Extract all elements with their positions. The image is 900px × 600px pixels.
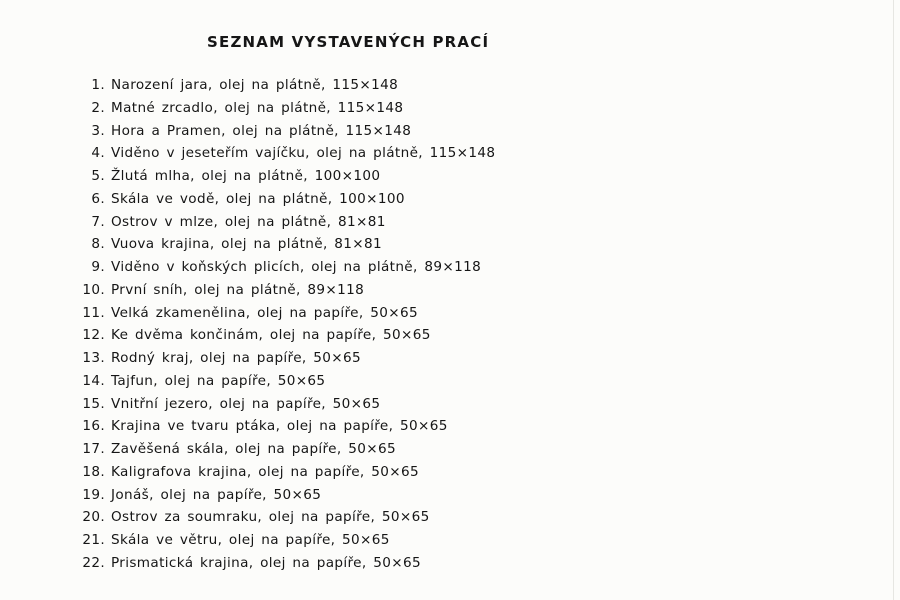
work-number: 3. — [91, 122, 105, 139]
work-description: Velká zkamenělina, olej na papíře, 50×65 — [111, 304, 418, 321]
work-number: 2. — [91, 99, 105, 116]
work-number: 16. — [82, 418, 105, 435]
work-description: Žlutá mlha, olej na plátně, 100×100 — [111, 168, 381, 184]
works-list — [0, 74, 495, 575]
work-description: Kaligrafova krajina, olej na papíře, 50×65 — [111, 463, 420, 480]
list-item — [0, 211, 495, 234]
page-edge — [893, 0, 894, 600]
work-number: 14. — [82, 372, 105, 389]
list-item — [0, 120, 495, 143]
work-number: 17. — [82, 441, 105, 457]
work-description: Skála ve větru, olej na papíře, 50×65 — [111, 532, 390, 548]
work-number: 5. — [91, 168, 105, 184]
list-item — [0, 484, 495, 507]
work-number: 12. — [82, 327, 105, 344]
work-number: 22. — [82, 554, 105, 571]
work-number: 13. — [82, 350, 105, 366]
work-description: Ostrov v mlze, olej na plátně, 81×81 — [111, 213, 386, 230]
list-item — [0, 461, 495, 484]
work-number: 1. — [91, 77, 105, 93]
work-description: Matné zrcadlo, olej na plátně, 115×148 — [111, 99, 404, 116]
list-item — [0, 302, 495, 325]
work-description: Narození jara, olej na plátně, 115×148 — [111, 77, 399, 93]
work-description: Ostrov za soumraku, olej na papíře, 50×65 — [111, 509, 430, 526]
work-number: 15. — [82, 395, 105, 412]
list-item — [0, 188, 495, 211]
work-number: 21. — [82, 532, 105, 548]
work-number: 9. — [91, 259, 105, 275]
list-item — [0, 142, 495, 165]
work-description: Rodný kraj, olej na papíře, 50×65 — [111, 350, 361, 366]
list-item — [0, 279, 495, 302]
work-number: 8. — [91, 236, 105, 253]
work-description: Vuova krajina, olej na plátně, 81×81 — [111, 236, 383, 253]
work-description: Jonáš, olej na papíře, 50×65 — [111, 486, 322, 503]
list-item — [0, 370, 495, 393]
list-item — [0, 324, 495, 347]
work-number: 4. — [91, 145, 105, 162]
list-item — [0, 552, 495, 575]
list-item — [0, 506, 495, 529]
list-item — [0, 165, 495, 188]
work-description: Vnitřní jezero, olej na papíře, 50×65 — [111, 395, 381, 412]
work-description: Krajina ve tvaru ptáka, olej na papíře, 50×65 — [111, 418, 448, 435]
list-item — [0, 529, 495, 552]
work-number: 7. — [91, 213, 105, 230]
work-number: 11. — [82, 304, 105, 321]
work-description: Viděno v jeseteřím vajíčku, olej na plátně, 115×148 — [111, 145, 496, 162]
list-item — [0, 97, 495, 120]
work-description: Viděno v koňských plicích, olej na plátně, 89×118 — [111, 259, 482, 275]
list-item — [0, 256, 495, 279]
work-number: 20. — [82, 509, 105, 526]
work-description: Hora a Pramen, olej na plátně, 115×148 — [111, 122, 412, 139]
work-number: 10. — [82, 281, 105, 298]
work-description: Tajfun, olej na papíře, 50×65 — [111, 372, 326, 389]
list-item — [0, 347, 495, 370]
work-number: 6. — [91, 190, 105, 207]
work-description: Ke dvěma končinám, olej na papíře, 50×65 — [111, 327, 431, 344]
list-item — [0, 74, 495, 97]
list-item — [0, 438, 495, 461]
work-description: Zavěšená skála, olej na papíře, 50×65 — [111, 441, 396, 457]
list-item — [0, 393, 495, 416]
list-item — [0, 233, 495, 256]
page-title: SEZNAM VYSTAVENÝCH PRACÍ — [207, 33, 490, 51]
list-item — [0, 415, 495, 438]
work-number: 18. — [82, 463, 105, 480]
work-description: Skála ve vodě, olej na plátně, 100×100 — [111, 190, 405, 207]
work-number: 19. — [82, 486, 105, 503]
work-description: Prismatická krajina, olej na papíře, 50×65 — [111, 554, 421, 571]
work-description: První sníh, olej na plátně, 89×118 — [111, 281, 365, 298]
